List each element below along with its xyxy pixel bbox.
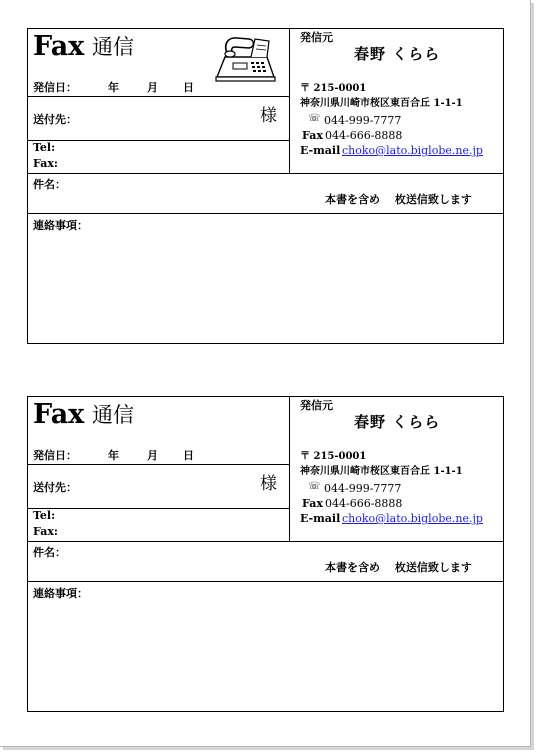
row-divider [28, 508, 289, 509]
fax-cover-form-1 [27, 28, 504, 344]
sender-email-link[interactable]: choko@lato.biglobe.ne.jp [342, 144, 483, 157]
column-divider [289, 397, 290, 541]
row-divider [28, 96, 289, 97]
sender-fax-number: 044-666-8888 [325, 497, 403, 510]
recipient-tel-label: Tel: [33, 509, 56, 522]
date-month-label: 月 [147, 81, 158, 94]
recipient-fax-label: Fax: [33, 525, 58, 538]
send-date-label: 発信日： [33, 81, 77, 94]
phone-icon: ☏ [308, 481, 321, 492]
fax-title: Fax [33, 31, 85, 62]
sender-phone: 044-999-7777 [324, 482, 402, 495]
page-count-note: 本書を含め 枚送信致します [325, 561, 472, 574]
sender-email-label: E-mail [300, 512, 341, 525]
fax-title: Fax [33, 399, 85, 430]
honorific-sama: 様 [260, 106, 277, 126]
sender-fax-label: Fax [302, 129, 323, 142]
page-count-note: 本書を含め 枚送信致します [325, 193, 472, 206]
date-month-label: 月 [147, 449, 158, 462]
row-divider [28, 581, 503, 582]
sender-postal-code: 〒 215-0001 [300, 451, 367, 462]
sender-phone: 044-999-7777 [324, 114, 402, 127]
row-divider [28, 541, 503, 542]
sender-email-label: E-mail [300, 144, 341, 157]
row-divider [28, 173, 503, 174]
sender-name: 春野 くらら [354, 413, 441, 431]
sender-name: 春野 くらら [354, 45, 441, 63]
row-divider [28, 464, 289, 465]
date-year-label: 年 [108, 81, 119, 94]
honorific-sama: 様 [260, 474, 277, 494]
subject-label: 件名： [33, 546, 66, 559]
sender-address: 神奈川県川崎市桜区東百合丘 1-1-1 [300, 98, 463, 109]
column-divider [289, 29, 290, 173]
sender-postal-code: 〒 215-0001 [300, 83, 367, 94]
subject-label: 件名： [33, 178, 66, 191]
sender-heading: 発信元 [300, 399, 333, 412]
recipient-tel-label: Tel: [33, 141, 56, 154]
sender-email-link[interactable]: choko@lato.biglobe.ne.jp [342, 512, 483, 525]
phone-icon: ☏ [308, 113, 321, 124]
recipient-fax-label: Fax: [33, 157, 58, 170]
fax-title-jp: 通信 [92, 403, 134, 427]
recipient-label: 送付先： [33, 113, 77, 126]
fax-machine-icon [211, 33, 279, 83]
sender-fax-number: 044-666-8888 [325, 129, 403, 142]
sender-fax-label: Fax [302, 497, 323, 510]
row-divider [28, 140, 289, 141]
notes-label: 連絡事項： [33, 219, 88, 232]
date-day-label: 日 [183, 449, 194, 462]
row-divider [28, 213, 503, 214]
date-day-label: 日 [183, 81, 194, 94]
notes-label: 連絡事項： [33, 587, 88, 600]
sender-address: 神奈川県川崎市桜区東百合丘 1-1-1 [300, 466, 463, 477]
fax-title-jp: 通信 [92, 35, 134, 59]
fax-cover-form-2 [27, 396, 504, 712]
send-date-label: 発信日： [33, 449, 77, 462]
sender-heading: 発信元 [300, 31, 333, 44]
recipient-label: 送付先： [33, 481, 77, 494]
date-year-label: 年 [108, 449, 119, 462]
